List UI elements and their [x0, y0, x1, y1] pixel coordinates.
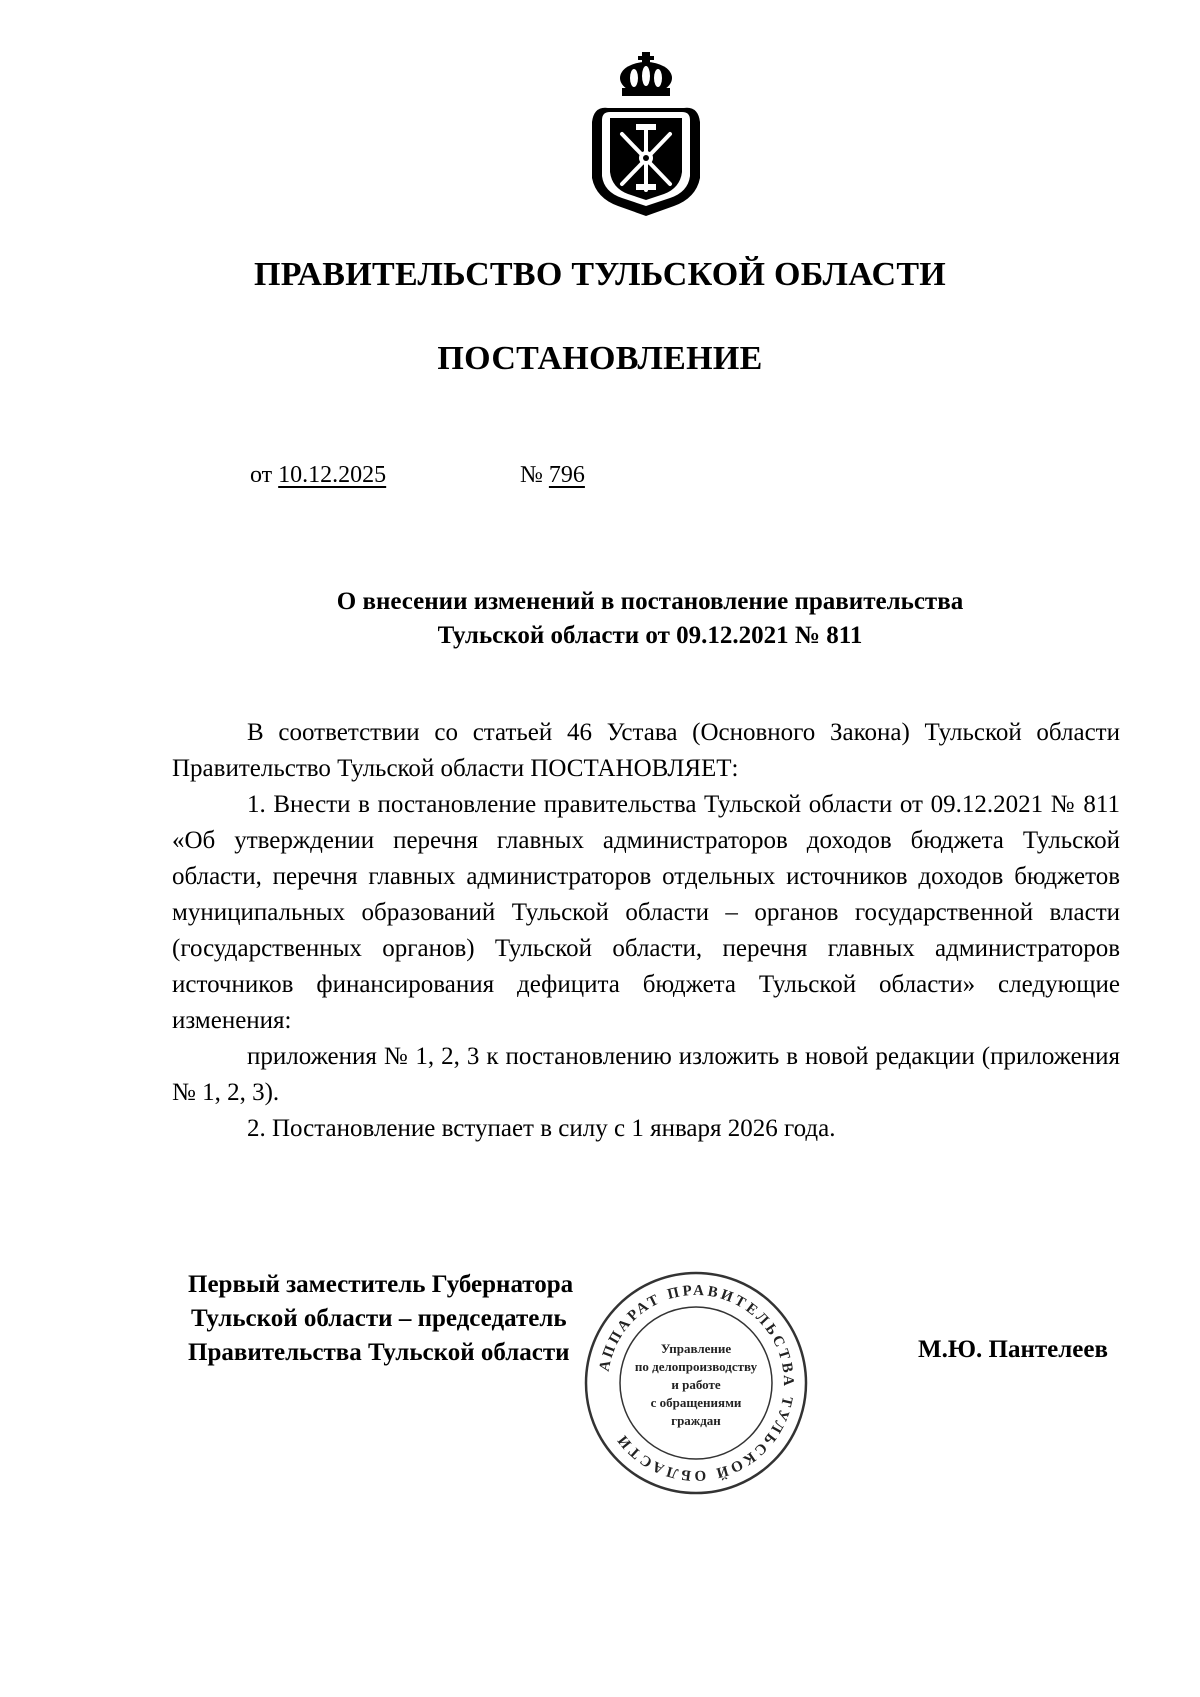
- date-prefix: от: [250, 462, 273, 488]
- subject-line-1: О внесении изменений в постановление правительства: [336, 588, 964, 615]
- document-date: 10.12.2025: [278, 462, 387, 488]
- signer-position-line-1: Первый заместитель Губернатора: [188, 1271, 574, 1298]
- signer-position-line-2: Тульской области – председатель: [191, 1305, 567, 1332]
- subject-line-2: Тульской области от 09.12.2021 № 811: [437, 622, 863, 649]
- document-type-title: ПОСТАНОВЛЕНИЕ: [437, 340, 763, 377]
- stamp-line-5: граждан: [671, 1413, 721, 1428]
- signer-position-line-3: Правительства Тульской области: [188, 1339, 570, 1366]
- tula-coat-of-arms-icon: [588, 48, 704, 220]
- body-paragraph-item-1: 1. Внести в постановление правительства Тульской области от 09.12.2021 № 811 «Об утверждении перечня главных администраторов доходов бюджета Тульской области, перечня главных администраторов отдельных источников доходов бюджетов муниципальных образований Тульской области – органов государственной власти (государственных органов) Тульской области, перечня главных администраторов источников финансирования дефицита бюджета Тульской области» следующие изменения:: [172, 791, 1120, 1034]
- date-number-line: [250, 462, 585, 489]
- body-paragraph-item-2: 2. Постановление вступает в силу с 1 января 2026 года.: [247, 1115, 836, 1142]
- document-body: [172, 715, 1120, 1147]
- document-number: 796: [548, 462, 585, 488]
- stamp-line-3: и работе: [671, 1377, 721, 1392]
- stamp-line-4: с обращениями: [650, 1395, 742, 1410]
- stamp-line-1: Управление: [660, 1341, 732, 1356]
- stamp-ring-text: АППАРАТ ПРАВИТЕЛЬСТВА ТУЛЬСКОЙ ОБЛАСТИ: [596, 1282, 797, 1484]
- official-stamp: [582, 1269, 810, 1497]
- body-paragraph-appendix: приложения № 1, 2, 3 к постановлению изложить в новой редакции (приложения № 1, 2, 3).: [172, 1043, 1120, 1106]
- number-prefix: №: [520, 462, 543, 488]
- body-paragraph-preamble: В соответствии со статьей 46 Устава (Основного Закона) Тульской области Правительство Тульской области ПОСТАНОВЛЯЕТ:: [172, 719, 1120, 782]
- organization-title: ПРАВИТЕЛЬСТВО ТУЛЬСКОЙ ОБЛАСТИ: [253, 256, 947, 293]
- signer-name: М.Ю. Пантелеев: [918, 1336, 1108, 1363]
- document-subject: [200, 585, 1100, 653]
- stamp-line-2: по делопроизводству: [634, 1359, 758, 1374]
- signature-block: [188, 1268, 573, 1370]
